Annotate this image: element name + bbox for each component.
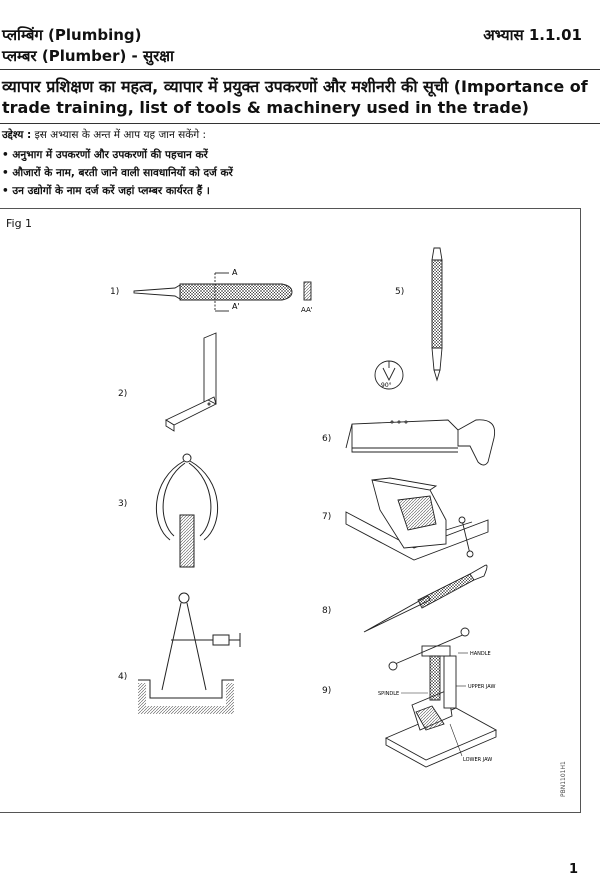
- callout-handle: HANDLE: [470, 651, 491, 657]
- objective-item: • अनुभाग में उपकरणों और उपकरणों की पहचान करें: [2, 146, 233, 164]
- item-number-1: 1): [110, 287, 120, 297]
- item-number-2: 2): [118, 389, 128, 399]
- dividers-icon: [138, 593, 240, 714]
- callout-lower-jaw: LOWER JAW: [463, 757, 493, 763]
- callout-upper-jaw: UPPER JAW: [468, 684, 496, 690]
- item-number-6: 6): [322, 434, 332, 444]
- file-icon: [134, 273, 311, 311]
- item-number-9: 9): [322, 686, 332, 696]
- objective-item: • औजारों के नाम, बरती जाने वाली सावधानियों को दर्ज करें: [2, 164, 233, 182]
- page-title: व्यापार प्रशिक्षण का महत्व, व्यापार में प्रयुक्त उपकरणों और मशीनरी की सूची (Importance of trade training, list of tools & machinery used in the trade): [2, 77, 588, 117]
- objective-text: इस अभ्यास के अन्त में आप यह जान सकेंगे :: [34, 129, 207, 141]
- try-square-icon: [166, 333, 216, 431]
- figure-reference-code: PBN1101H1: [560, 761, 567, 797]
- bench-vice-icon: [346, 478, 488, 560]
- scriber-icon: [364, 565, 487, 632]
- item-number-5: 5): [395, 287, 405, 297]
- item-number-3: 3): [118, 499, 128, 509]
- objective-item: • उन उद्योगों के नाम दर्ज करें जहां प्लम्बर कार्यरत हैं ।: [2, 182, 233, 200]
- item-number-7: 7): [322, 512, 332, 522]
- page-number: 1: [568, 862, 578, 877]
- trade-title: प्लम्बिंग (Plumbing): [2, 26, 142, 44]
- angle-label: 90°: [381, 382, 392, 389]
- callout-spindle: SPINDLE: [378, 691, 400, 697]
- exercise-number: अभ्यास 1.1.01: [483, 26, 582, 44]
- item-number-4: 4): [118, 672, 128, 682]
- center-punch-icon: [375, 248, 442, 389]
- section-label-aa: AA': [301, 306, 313, 314]
- figure-label: Fig 1: [6, 217, 33, 230]
- section-label-a-prime: A': [232, 302, 240, 311]
- objective-label: उद्देश्य :: [2, 129, 32, 141]
- hacksaw-icon: [346, 420, 495, 465]
- item-number-8: 8): [322, 606, 332, 616]
- section-label-a: A: [232, 268, 238, 277]
- unit-title: प्लम्बर (Plumber) - सुरक्षा: [2, 47, 174, 65]
- calipers-icon: [156, 454, 217, 567]
- pipe-vice-icon: [386, 628, 496, 767]
